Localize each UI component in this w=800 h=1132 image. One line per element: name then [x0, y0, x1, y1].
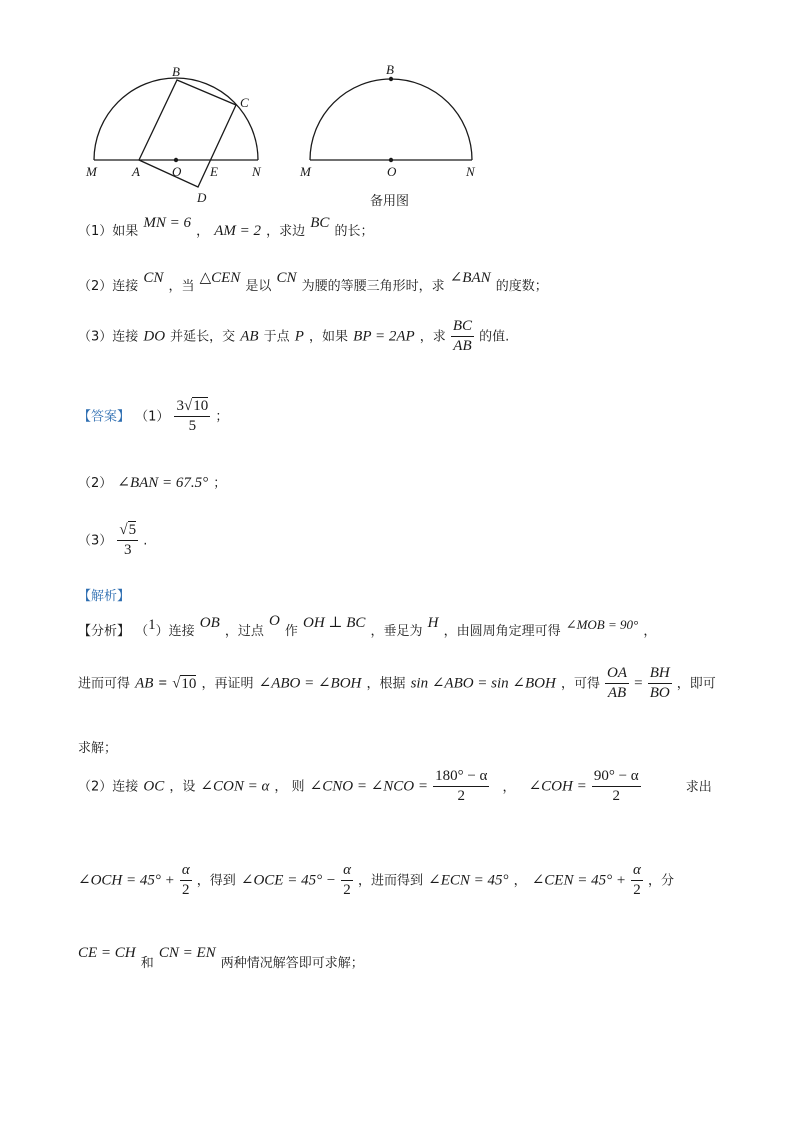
p1-ohbc: OH ⊥ BC [302, 615, 366, 631]
figure-caption: 备用图 [370, 194, 410, 209]
label-n: N [252, 164, 261, 179]
q3-frac-num: BC [451, 318, 474, 337]
q3-condition: BP = 2AP [353, 328, 415, 345]
answer-3-numerator: √5 [117, 522, 138, 541]
spare-label-m: M [300, 164, 311, 179]
p1b-frac-bh-bo [648, 665, 672, 701]
answer-2-tail: ； [213, 476, 227, 491]
q2-tail: 的度数； [495, 279, 548, 294]
analysis-tag: 【解析】 [78, 589, 131, 604]
p3-cen: ∠CEN = 45° + [531, 872, 626, 889]
p1b-eq2: ∠ABO = ∠BOH [258, 675, 362, 692]
q1-am: AM = 2 [214, 223, 261, 239]
p1-close: ）连接 [155, 624, 195, 639]
p3-frac-2 [341, 862, 353, 898]
p1-mob: ∠MOB = 90° [565, 617, 639, 632]
answer-3-label: （3） [78, 533, 113, 549]
p1-h: H [427, 615, 439, 631]
main-figure [80, 60, 280, 210]
p3-frac-2-num: α [341, 862, 353, 881]
p3-frac-3-den: 2 [633, 881, 641, 898]
answer-2-expr: ∠BAN = 67.5° [117, 475, 209, 491]
spare-semicircle-arc [310, 79, 472, 160]
p2-oc: OC [143, 778, 165, 795]
analysis-line-1 [78, 613, 657, 640]
question-2 [78, 270, 548, 295]
label-a: A [132, 164, 140, 179]
center-dot [174, 158, 178, 162]
answer-1-label: （1） [135, 409, 170, 425]
p2-cno: ∠CNO = ∠NCO = [309, 778, 428, 795]
p2-con: ∠CON = α [200, 778, 270, 795]
p1b-radicand: 10 [181, 675, 197, 692]
p1-end: ， [643, 624, 657, 639]
analysis-line-3: 求解； [78, 741, 118, 756]
p2-qiu: 求出 [685, 779, 712, 795]
label-o: O [172, 164, 182, 179]
p3-frac-3 [631, 862, 643, 898]
q1-comma: ， [196, 224, 210, 239]
p2-frac-2-den: 2 [612, 787, 620, 804]
answer-2 [78, 472, 226, 492]
p2-comma: ， [502, 779, 516, 795]
q2-rest: 为腰的等腰三角形时，求 [301, 279, 445, 294]
p1-rest: ，由圆周角定理可得 [443, 624, 561, 639]
p1b-eq: = [158, 675, 168, 692]
p3-de: ，得到 [196, 873, 236, 889]
q2-cn-2: CN [276, 270, 297, 286]
answer-1-fraction [174, 398, 210, 434]
p3-fen: ，分 [648, 873, 675, 889]
p3-frac-1-num: α [180, 862, 192, 881]
p2-ze: ， 则 [274, 779, 305, 795]
square-abcd [139, 80, 236, 187]
analysis-line-4 [78, 768, 712, 804]
p1b-ab2: AB [607, 684, 627, 701]
p2-she: ，设 [169, 779, 196, 795]
answer-1-coef: 3 [176, 398, 184, 414]
p1b-sqrt: √10 [172, 675, 197, 692]
p3-jin: ，进而得到 [358, 873, 424, 889]
q2-cn: CN [143, 270, 164, 286]
analysis-line-6 [78, 942, 364, 971]
semicircle-arc [94, 78, 258, 160]
q3-tail: 的值. [479, 329, 510, 345]
answer-3-tail: . [143, 533, 148, 549]
q2-isby: 是以 [245, 279, 272, 294]
answer-1-numerator: 3√10 [174, 398, 210, 417]
answer-2-label: （2） [78, 476, 113, 491]
q3-at: 于点 [263, 329, 290, 345]
answer-1-denominator: 5 [188, 417, 197, 434]
q2-triangle: △CEN [199, 270, 241, 286]
analysis-line-2 [78, 665, 716, 701]
p3-frac-1-den: 2 [182, 881, 190, 898]
q3-ab: AB [240, 328, 259, 345]
spare-label-o: O [387, 164, 397, 179]
p2-frac-2-num: 90° − α [592, 768, 641, 787]
label-d: D [197, 190, 207, 205]
q3-fraction [451, 318, 474, 354]
fenxi-tag: 【分析】 [78, 624, 131, 639]
answer-3-radicand: 5 [128, 522, 137, 538]
q2-ban: ∠BAN [449, 270, 491, 286]
question-3 [78, 318, 509, 354]
p4-cn: CN = EN [158, 945, 216, 961]
p3-comma: ， [513, 873, 527, 889]
p1b-oa: OA [605, 665, 629, 684]
spare-label-n: N [466, 164, 475, 179]
p2-frac-1-den: 2 [457, 787, 465, 804]
p2-frac-1-num: 180° − α [433, 768, 489, 787]
p3-och: ∠OCH = 45° + [78, 872, 175, 889]
label-m: M [86, 164, 97, 179]
spare-figure [290, 60, 490, 180]
q1-ask: ，求边 [266, 224, 306, 239]
p2-lead: （2）连接 [78, 779, 139, 795]
p1-open: （ [135, 624, 149, 639]
q3-label: （3）连接 [78, 329, 139, 345]
q2-when: ，当 [168, 279, 195, 294]
q3-extend: 并延长，交 [170, 329, 236, 345]
label-b: B [172, 64, 180, 79]
p1-chui: ，垂足为 [370, 624, 423, 639]
answer-3 [78, 522, 147, 558]
q3-p: P [294, 328, 304, 345]
q2-label: （2）连接 [78, 279, 139, 294]
p1b-lead: 进而可得 [78, 676, 131, 692]
p3-frac-2-den: 2 [343, 881, 351, 898]
p3-ecn: ∠ECN = 45° [428, 872, 509, 889]
answer-tag: 【答案】 [78, 409, 131, 425]
p1b-mid: ，再证明 [201, 676, 254, 692]
p1b-ke: ，可得 [560, 676, 600, 692]
answer-1-radicand: 10 [193, 398, 209, 414]
label-e: E [210, 164, 218, 179]
answer-3-denominator: 3 [123, 541, 132, 558]
p3-oce: ∠OCE = 45° − [240, 872, 336, 889]
p1-one: 1 [148, 617, 156, 633]
p2-frac-1 [433, 768, 489, 804]
answer-1 [78, 398, 228, 434]
p1-zuo: 作 [284, 624, 298, 639]
p1b-tail: ，即可 [676, 676, 716, 692]
q3-if: ，如果 [309, 329, 349, 345]
answer-3-fraction [117, 522, 138, 558]
p1b-bo: BO [649, 684, 670, 701]
q1-bc: BC [310, 215, 330, 231]
p1b-equals: = [634, 675, 643, 692]
p1b-frac-oa-ab [605, 665, 629, 701]
label-c: C [240, 95, 249, 110]
q1-mn: MN = 6 [143, 215, 191, 231]
question-1 [78, 215, 374, 240]
q1-label: （1）如果 [78, 224, 139, 239]
p1b-bh: BH [648, 665, 672, 684]
p1-o: O [268, 613, 280, 629]
q3-ask: ，求 [419, 329, 446, 345]
analysis-line-5 [78, 862, 674, 898]
p2-frac-2 [592, 768, 641, 804]
q3-frac-den: AB [453, 337, 472, 354]
spare-label-b: B [386, 62, 394, 77]
q1-tail: 的长； [334, 224, 374, 239]
p1b-ab: AB [135, 675, 154, 692]
spare-top-dot [389, 77, 393, 81]
p1b-sin: sin ∠ABO = sin ∠BOH [410, 675, 556, 692]
p1b-gen: ，根据 [366, 676, 406, 692]
p4-tail: 两种情况解答即可求解； [220, 956, 364, 971]
spare-center-dot [389, 158, 393, 162]
p4-he: 和 [140, 956, 154, 971]
answer-1-tail: ； [215, 409, 229, 425]
p1-guo: ，过点 [224, 624, 264, 639]
q3-do: DO [143, 328, 166, 345]
p3-frac-1 [180, 862, 192, 898]
p2-coh: ∠COH = [528, 778, 587, 795]
p3-frac-3-num: α [631, 862, 643, 881]
p4-ce: CE = CH [78, 945, 136, 961]
p1-ob: OB [199, 615, 220, 631]
